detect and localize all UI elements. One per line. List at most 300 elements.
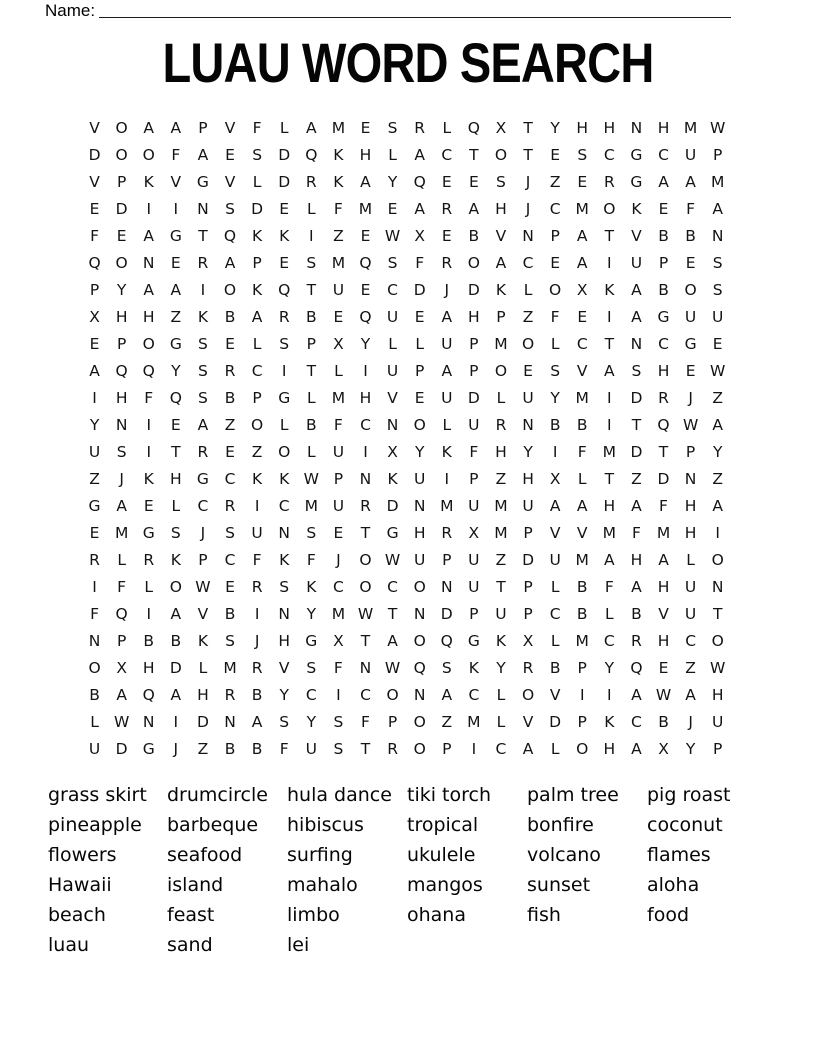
grid-letter: B xyxy=(251,739,263,758)
grid-letter: H xyxy=(603,118,616,137)
grid-letter: H xyxy=(630,550,643,569)
grid-letter: J xyxy=(688,388,693,407)
grid-letter: I xyxy=(607,253,612,272)
word-bank-item: hula dance xyxy=(287,784,392,806)
grid-letter: L xyxy=(144,577,154,596)
grid-letter: L xyxy=(415,334,424,353)
grid-letter: P xyxy=(252,388,262,407)
grid-letter: J xyxy=(200,523,206,542)
grid-letter: C xyxy=(685,631,697,650)
grid-letter: K xyxy=(279,550,290,569)
grid-letter: B xyxy=(658,712,669,731)
grid-letter: Y xyxy=(604,658,615,677)
grid-letter: S xyxy=(441,658,452,677)
grid-letter: D xyxy=(115,199,128,218)
word-bank-item: mangos xyxy=(407,874,483,896)
grid-letter: T xyxy=(496,577,506,596)
grid-letter: E xyxy=(658,199,669,218)
grid-letter: C xyxy=(387,280,398,299)
grid-letter: E xyxy=(523,361,533,380)
grid-letter: W xyxy=(682,415,699,434)
grid-letter: M xyxy=(602,442,617,461)
grid-letter: B xyxy=(658,280,669,299)
grid-letter: M xyxy=(683,118,698,137)
grid-letter: E xyxy=(89,199,100,218)
name-label: Name: xyxy=(45,1,96,20)
word-bank-item: volcano xyxy=(527,844,601,866)
grid-letter: K xyxy=(197,307,208,326)
grid-letter: K xyxy=(143,172,154,191)
grid-letter: U xyxy=(88,739,101,758)
grid-letter: V xyxy=(197,604,209,623)
grid-letter: S xyxy=(225,631,235,650)
grid-letter: P xyxy=(198,118,208,137)
grid-letter: T xyxy=(604,226,615,245)
grid-letter: A xyxy=(712,199,723,218)
grid-letter: L xyxy=(388,145,397,164)
grid-letter: K xyxy=(143,469,154,488)
grid-letter: H xyxy=(468,307,480,326)
grid-letter: K xyxy=(333,172,344,191)
grid-letter: F xyxy=(631,523,641,542)
grid-letter: B xyxy=(224,307,236,326)
grid-letter: K xyxy=(387,469,398,488)
grid-letter: D xyxy=(278,145,291,164)
grid-letter: Q xyxy=(223,226,237,245)
grid-letter: D xyxy=(630,442,643,461)
word-bank-item: palm tree xyxy=(527,784,619,806)
grid-letter: L xyxy=(550,577,560,596)
grid-letter: N xyxy=(115,415,128,434)
grid-letter: K xyxy=(252,469,263,488)
grid-letter: J xyxy=(444,280,450,299)
grid-letter: T xyxy=(306,280,317,299)
word-bank-item: pineapple xyxy=(48,814,142,836)
grid-letter: S xyxy=(712,253,723,272)
word-bank-column xyxy=(647,780,730,930)
grid-letter: U xyxy=(684,307,697,326)
grid-letter: L xyxy=(90,712,99,731)
grid-letter: T xyxy=(469,145,479,164)
grid-letter: G xyxy=(630,172,643,191)
word-bank-item: flames xyxy=(647,844,711,866)
grid-letter: E xyxy=(333,523,344,542)
grid-letter: O xyxy=(251,415,264,434)
grid-letter: M xyxy=(358,199,373,218)
grid-letter: E xyxy=(170,415,181,434)
grid-letter: K xyxy=(441,442,452,461)
grid-letter: H xyxy=(115,388,128,407)
grid-letter: P xyxy=(523,604,533,623)
grid-letter: D xyxy=(169,658,182,677)
grid-letter: S xyxy=(225,523,235,542)
grid-letter: P xyxy=(116,631,127,650)
grid-letter: P xyxy=(333,469,344,488)
word-bank-item: aloha xyxy=(647,874,700,896)
grid-letter: P xyxy=(577,712,587,731)
grid-letter: Z xyxy=(495,550,507,569)
grid-letter: Z xyxy=(712,469,724,488)
word-search-grid xyxy=(81,114,731,762)
grid-letter: O xyxy=(711,631,724,650)
grid-letter: N xyxy=(413,604,426,623)
grid-letter: P xyxy=(116,334,127,353)
grid-letter: I xyxy=(173,712,179,731)
grid-letter: U xyxy=(441,388,453,407)
word-bank-item: feast xyxy=(167,904,215,926)
grid-letter: Y xyxy=(306,712,317,731)
grid-letter: X xyxy=(333,631,344,650)
grid-letter: W xyxy=(384,658,401,677)
grid-letter: F xyxy=(252,118,262,137)
grid-letter: X xyxy=(116,658,127,677)
grid-letter: C xyxy=(549,604,561,623)
grid-letter: A xyxy=(170,118,182,137)
grid-letter: Z xyxy=(333,226,344,245)
grid-letter: G xyxy=(386,523,399,542)
grid-letter: F xyxy=(361,712,370,731)
grid-letter: I xyxy=(309,226,314,245)
grid-letter: C xyxy=(360,415,371,434)
grid-letter: U xyxy=(305,739,317,758)
name-fill-line xyxy=(99,17,731,18)
grid-letter: A xyxy=(685,685,696,704)
grid-letter: S xyxy=(279,334,290,353)
word-bank-item: island xyxy=(167,874,224,896)
grid-letter: I xyxy=(471,739,477,758)
grid-letter: S xyxy=(279,577,290,596)
grid-letter: H xyxy=(495,442,507,461)
grid-letter: O xyxy=(359,550,372,569)
grid-letter: V xyxy=(495,226,507,245)
grid-letter: O xyxy=(521,334,535,353)
grid-letter: K xyxy=(197,631,208,650)
grid-letter: C xyxy=(658,145,669,164)
grid-letter: D xyxy=(115,739,128,758)
grid-letter: A xyxy=(495,253,507,272)
grid-letter: K xyxy=(279,226,290,245)
grid-letter: E xyxy=(360,118,371,137)
grid-letter: M xyxy=(331,253,346,272)
grid-letter: N xyxy=(142,253,155,272)
grid-letter: F xyxy=(333,199,343,218)
grid-letter: A xyxy=(468,199,480,218)
grid-letter: D xyxy=(549,712,562,731)
grid-letter: B xyxy=(576,415,588,434)
grid-letter: I xyxy=(715,523,720,542)
grid-letter: U xyxy=(522,496,534,515)
grid-letter: O xyxy=(549,280,562,299)
grid-letter: F xyxy=(279,739,289,758)
grid-letter: V xyxy=(224,118,236,137)
grid-letter: P xyxy=(469,604,479,623)
grid-letter: C xyxy=(360,685,371,704)
grid-letter: E xyxy=(225,145,235,164)
grid-letter: Z xyxy=(197,739,209,758)
grid-letter: X xyxy=(658,739,669,758)
grid-letter: L xyxy=(686,550,695,569)
grid-letter: I xyxy=(363,361,368,380)
grid-letter: C xyxy=(603,631,615,650)
grid-letter: P xyxy=(469,334,479,353)
grid-letter: B xyxy=(143,631,155,650)
grid-letter: A xyxy=(170,685,182,704)
grid-letter: I xyxy=(254,496,260,515)
grid-letter: Q xyxy=(413,172,426,191)
grid-letter: P xyxy=(198,550,208,569)
grid-letter: Y xyxy=(360,334,371,353)
grid-letter: X xyxy=(495,118,507,137)
grid-letter: F xyxy=(415,253,425,272)
grid-letter: D xyxy=(413,280,426,299)
grid-letter: N xyxy=(88,631,101,650)
grid-letter: B xyxy=(576,577,588,596)
grid-letter: L xyxy=(306,199,316,218)
word-bank-item: tropical xyxy=(407,814,479,836)
grid-letter: I xyxy=(254,604,260,623)
grid-letter: U xyxy=(468,415,480,434)
grid-letter: Y xyxy=(685,739,696,758)
grid-letter: Y xyxy=(171,361,181,380)
grid-letter: C xyxy=(603,145,615,164)
word-bank-item: mahalo xyxy=(287,874,358,896)
grid-letter: E xyxy=(89,523,100,542)
word-bank-item: sunset xyxy=(527,874,591,896)
grid-letter: H xyxy=(170,469,182,488)
grid-letter: B xyxy=(224,604,236,623)
grid-letter: G xyxy=(305,631,318,650)
grid-letter: U xyxy=(332,280,345,299)
grid-letter: E xyxy=(550,145,561,164)
grid-letter: W xyxy=(384,226,401,245)
grid-letter: R xyxy=(251,658,263,677)
grid-letter: A xyxy=(414,199,425,218)
grid-letter: R xyxy=(658,388,669,407)
word-bank-item: lei xyxy=(287,934,310,956)
grid-letter: R xyxy=(631,631,642,650)
grid-letter: E xyxy=(441,226,452,245)
grid-letter: N xyxy=(142,712,155,731)
grid-letter: P xyxy=(89,280,100,299)
grid-letter: O xyxy=(413,712,426,731)
grid-letter: N xyxy=(440,577,453,596)
grid-letter: T xyxy=(171,442,181,461)
word-bank-item: flowers xyxy=(48,844,117,866)
grid-letter: I xyxy=(607,415,612,434)
grid-letter: V xyxy=(89,118,100,137)
grid-letter: A xyxy=(360,172,371,191)
grid-letter: Q xyxy=(305,145,318,164)
grid-letter: C xyxy=(549,199,561,218)
grid-letter: B xyxy=(685,226,696,245)
grid-letter: C xyxy=(278,496,290,515)
grid-letter: R xyxy=(278,307,290,326)
grid-letter: V xyxy=(170,172,182,191)
grid-letter: W xyxy=(357,604,374,623)
grid-letter: S xyxy=(333,712,344,731)
grid-letter: A xyxy=(143,226,155,245)
grid-letter: S xyxy=(198,361,208,380)
grid-letter: Q xyxy=(413,658,426,677)
grid-letter: K xyxy=(468,658,479,677)
grid-letter: G xyxy=(88,496,101,515)
grid-letter: I xyxy=(579,685,585,704)
word-bank-item: bonfire xyxy=(527,814,594,836)
grid-letter: M xyxy=(467,712,481,731)
grid-letter: C xyxy=(576,334,588,353)
grid-letter: O xyxy=(142,145,155,164)
grid-letter: L xyxy=(252,334,262,353)
grid-letter: W xyxy=(195,577,211,596)
grid-letter: Z xyxy=(441,712,453,731)
grid-letter: C xyxy=(441,145,453,164)
grid-letter: S xyxy=(170,523,181,542)
grid-letter: N xyxy=(359,469,372,488)
grid-letter: V xyxy=(631,226,642,245)
grid-letter: B xyxy=(251,685,263,704)
grid-letter: Z xyxy=(251,442,263,461)
grid-letter: R xyxy=(495,415,507,434)
grid-letter: M xyxy=(711,172,725,191)
grid-letter: Q xyxy=(115,361,128,380)
grid-letter: N xyxy=(522,415,534,434)
grid-letter: Y xyxy=(116,280,127,299)
grid-letter: L xyxy=(496,685,506,704)
grid-letter: S xyxy=(387,118,398,137)
grid-letter: Q xyxy=(169,388,182,407)
word-bank-item: Hawaii xyxy=(48,874,112,896)
word-bank-item: beach xyxy=(48,904,106,926)
grid-letter: O xyxy=(223,280,237,299)
grid-letter: E xyxy=(279,253,290,272)
grid-letter: C xyxy=(495,739,507,758)
grid-letter: D xyxy=(196,712,209,731)
grid-letter: O xyxy=(413,415,426,434)
grid-letter: Q xyxy=(359,307,372,326)
grid-letter: P xyxy=(523,523,533,542)
grid-letter: T xyxy=(360,739,371,758)
grid-letter: A xyxy=(305,118,317,137)
grid-letter: E xyxy=(279,199,290,218)
grid-letter: J xyxy=(525,172,531,191)
grid-letter: O xyxy=(684,280,697,299)
grid-letter: H xyxy=(278,631,291,650)
grid-letter: R xyxy=(89,550,100,569)
word-bank-item: sand xyxy=(167,934,213,956)
grid-letter: B xyxy=(468,226,480,245)
grid-letter: N xyxy=(278,604,290,623)
grid-letter: U xyxy=(522,388,534,407)
grid-letter: C xyxy=(468,685,480,704)
grid-letter: K xyxy=(604,280,615,299)
grid-letter: C xyxy=(658,334,669,353)
grid-letter: F xyxy=(469,442,479,461)
grid-letter: G xyxy=(169,334,182,353)
grid-letter: E xyxy=(658,658,669,677)
grid-letter: F xyxy=(333,658,343,677)
grid-letter: H xyxy=(359,145,372,164)
grid-letter: J xyxy=(173,739,179,758)
grid-letter: M xyxy=(575,199,589,218)
grid-letter: I xyxy=(146,604,152,623)
word-bank-column xyxy=(48,780,147,960)
grid-letter: A xyxy=(143,280,155,299)
grid-letter: R xyxy=(224,361,236,380)
grid-letter: S xyxy=(577,145,588,164)
grid-letter: H xyxy=(603,739,616,758)
grid-letter: B xyxy=(170,631,182,650)
grid-letter: A xyxy=(576,226,588,245)
grid-letter: C xyxy=(305,685,317,704)
page-title: LUAU WORD SEARCH xyxy=(162,31,654,94)
grid-letter: S xyxy=(225,199,235,218)
grid-letter: P xyxy=(387,712,398,731)
grid-letter: Q xyxy=(467,118,480,137)
grid-letter: D xyxy=(630,388,643,407)
grid-letter: Z xyxy=(631,469,642,488)
grid-letter: K xyxy=(604,712,615,731)
grid-letter: H xyxy=(142,658,155,677)
grid-letter: E xyxy=(685,361,696,380)
grid-letter: O xyxy=(467,253,480,272)
grid-letter: A xyxy=(387,631,398,650)
grid-letter: W xyxy=(113,712,130,731)
grid-letter: R xyxy=(224,685,236,704)
grid-letter: P xyxy=(442,739,452,758)
grid-letter: J xyxy=(525,199,531,218)
grid-letter: O xyxy=(494,145,508,164)
grid-letter: S xyxy=(496,172,506,191)
grid-letter: S xyxy=(279,712,290,731)
grid-letter: P xyxy=(523,577,533,596)
grid-letter: M xyxy=(331,118,346,137)
grid-letter: V xyxy=(549,685,561,704)
grid-letter: A xyxy=(658,550,669,569)
grid-letter: T xyxy=(604,334,615,353)
grid-letter: F xyxy=(333,415,343,434)
grid-letter: U xyxy=(684,604,697,623)
grid-letter: J xyxy=(688,712,693,731)
grid-letter: S xyxy=(306,253,317,272)
grid-letter: I xyxy=(607,307,612,326)
grid-letter: L xyxy=(171,496,181,515)
grid-letter: F xyxy=(117,577,127,596)
grid-letter: N xyxy=(630,118,643,137)
grid-letter: P xyxy=(550,226,560,245)
grid-letter: O xyxy=(115,145,128,164)
grid-letter: E xyxy=(712,334,723,353)
grid-letter: P xyxy=(306,334,316,353)
grid-letter: A xyxy=(251,712,263,731)
grid-letter: B xyxy=(305,415,317,434)
grid-letter: K xyxy=(495,280,507,299)
grid-letter: U xyxy=(386,307,399,326)
word-bank-item: fish xyxy=(527,904,561,926)
word-bank-item: hibiscus xyxy=(287,814,364,836)
grid-letter: O xyxy=(115,118,128,137)
grid-letter: S xyxy=(198,388,208,407)
grid-letter: L xyxy=(117,550,126,569)
grid-letter: U xyxy=(468,577,480,596)
grid-letter: Y xyxy=(387,172,398,191)
grid-letter: H xyxy=(413,523,426,542)
grid-letter: E xyxy=(414,307,425,326)
grid-letter: E xyxy=(577,307,588,326)
grid-letter: U xyxy=(88,442,101,461)
grid-letter: U xyxy=(495,604,507,623)
grid-letter: T xyxy=(523,145,533,164)
grid-letter: P xyxy=(685,442,696,461)
